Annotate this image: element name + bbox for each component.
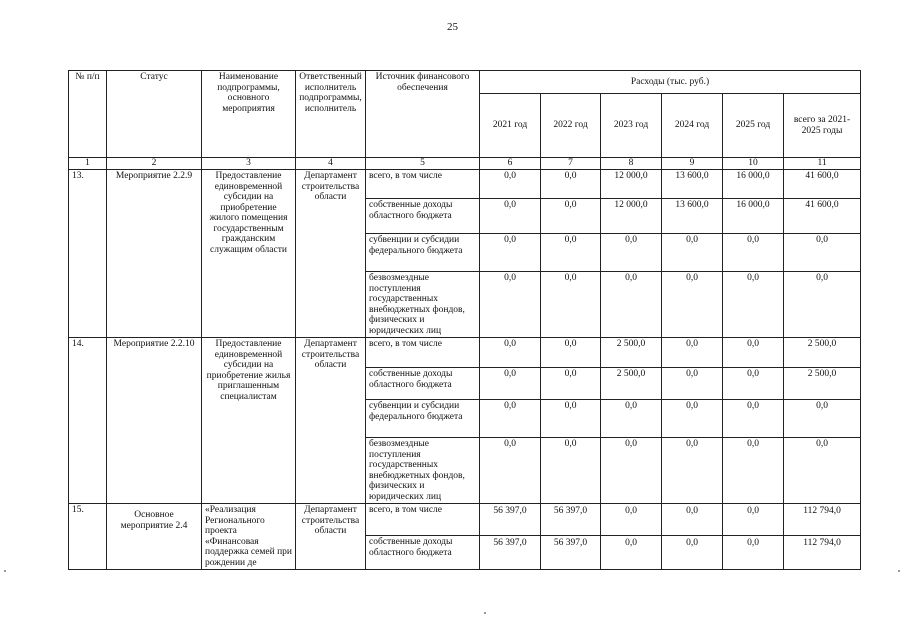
value-cell: 0,0 [541,338,601,368]
value-cell: 56 397,0 [480,536,541,570]
column-number: 3 [202,158,296,170]
value-cell: 0,0 [480,400,541,438]
header-source: Источник финансового обеспечения [366,71,480,158]
row-number: 13. [69,170,107,338]
column-number: 2 [107,158,202,170]
value-cell: 0,0 [541,272,601,338]
column-number: 10 [723,158,784,170]
value-cell: 56 397,0 [541,536,601,570]
row-source: безвозмездные поступления государственных внебюджетных фондов, физических и юридических лиц [366,272,480,338]
value-cell: 0,0 [601,400,662,438]
value-cell: 0,0 [662,368,723,400]
value-cell: 0,0 [662,338,723,368]
value-cell: 12 000,0 [601,199,662,234]
row-responsible: Департамент строительства области [296,170,366,338]
value-cell: 0,0 [480,170,541,199]
value-cell: 112 794,0 [784,504,861,536]
value-cell: 0,0 [480,438,541,504]
column-number: 5 [366,158,480,170]
value-cell: 2 500,0 [601,368,662,400]
row-name: Предоставление единовременной субсидии на приобретение жилого помещения государственным гражданским служащим области [202,170,296,338]
value-cell: 0,0 [662,536,723,570]
row-source: собственные доходы областного бюджета [366,536,480,570]
row-source: всего, в том числе [366,338,480,368]
scan-speck [484,612,486,614]
value-cell: 0,0 [723,368,784,400]
value-cell: 0,0 [541,438,601,504]
column-number: 1 [69,158,107,170]
column-number: 11 [784,158,861,170]
value-cell: 0,0 [723,504,784,536]
scan-speck [4,570,6,572]
header-status: Статус [107,71,202,158]
value-cell: 0,0 [723,234,784,272]
value-cell: 0,0 [480,368,541,400]
value-cell: 0,0 [541,400,601,438]
value-cell: 0,0 [601,438,662,504]
value-cell: 0,0 [541,199,601,234]
value-cell: 2 500,0 [601,338,662,368]
row-status: Основное мероприятие 2.4 [107,504,202,570]
column-number: 4 [296,158,366,170]
column-number: 8 [601,158,662,170]
value-cell: 0,0 [601,536,662,570]
header-name: Наименование подпрограммы, основного мероприятия [202,71,296,158]
value-cell: 56 397,0 [480,504,541,536]
header-total: всего за 2021-2025 годы [784,94,861,158]
value-cell: 12 000,0 [601,170,662,199]
value-cell: 0,0 [784,400,861,438]
row-source: собственные доходы областного бюджета [366,199,480,234]
expenses-table [68,70,861,570]
row-source: всего, в том числе [366,170,480,199]
row-source: безвозмездные поступления государственных внебюджетных фондов, физических и юридических лиц [366,438,480,504]
row-responsible: Департамент строительства области [296,504,366,570]
row-status: Мероприятие 2.2.10 [107,338,202,504]
value-cell: 0,0 [541,234,601,272]
value-cell: 2 500,0 [784,368,861,400]
value-cell: 0,0 [662,234,723,272]
scan-speck [898,570,900,572]
header-expenses: Расходы (тыс. руб.) [480,71,861,94]
value-cell: 0,0 [662,272,723,338]
value-cell: 0,0 [480,338,541,368]
value-cell: 0,0 [480,199,541,234]
value-cell: 0,0 [480,234,541,272]
header-year: 2024 год [662,94,723,158]
row-source: субвенции и субсидии федерального бюджета [366,400,480,438]
header-year: 2025 год [723,94,784,158]
value-cell: 0,0 [601,272,662,338]
header-year: 2023 год [601,94,662,158]
header-year: 2022 год [541,94,601,158]
value-cell: 0,0 [601,234,662,272]
value-cell: 0,0 [723,338,784,368]
value-cell: 56 397,0 [541,504,601,536]
value-cell: 112 794,0 [784,536,861,570]
value-cell: 0,0 [541,368,601,400]
column-number: 7 [541,158,601,170]
header-responsible: Ответственный исполнитель подпрограммы, исполнитель [296,71,366,158]
row-responsible: Департамент строительства области [296,338,366,504]
row-name: Предоставление единовременной субсидии на приобретение жилья приглашенным специалистам [202,338,296,504]
row-number: 15. [69,504,107,570]
table-row [69,504,861,536]
table-row [69,338,861,368]
row-source: субвенции и субсидии федерального бюджета [366,234,480,272]
value-cell: 16 000,0 [723,170,784,199]
page-number: 25 [447,21,458,33]
value-cell: 0,0 [662,504,723,536]
value-cell: 0,0 [723,536,784,570]
row-name: «Реализация Регионального проекта «Финансовая поддержка семей при рождении де [202,504,296,570]
column-number: 6 [480,158,541,170]
value-cell: 0,0 [784,234,861,272]
row-source: собственные доходы областного бюджета [366,368,480,400]
table-row [69,170,861,199]
value-cell: 0,0 [480,272,541,338]
row-source: всего, в том числе [366,504,480,536]
value-cell: 0,0 [723,272,784,338]
value-cell: 0,0 [784,438,861,504]
value-cell: 0,0 [662,400,723,438]
value-cell: 0,0 [601,504,662,536]
row-status: Мероприятие 2.2.9 [107,170,202,338]
value-cell: 16 000,0 [723,199,784,234]
value-cell: 0,0 [662,438,723,504]
value-cell: 41 600,0 [784,170,861,199]
row-number: 14. [69,338,107,504]
value-cell: 13 600,0 [662,170,723,199]
value-cell: 41 600,0 [784,199,861,234]
value-cell: 0,0 [541,170,601,199]
value-cell: 0,0 [784,272,861,338]
value-cell: 0,0 [723,400,784,438]
column-number: 9 [662,158,723,170]
header-no: № п/п [69,71,107,158]
header-year: 2021 год [480,94,541,158]
value-cell: 2 500,0 [784,338,861,368]
value-cell: 13 600,0 [662,199,723,234]
value-cell: 0,0 [723,438,784,504]
